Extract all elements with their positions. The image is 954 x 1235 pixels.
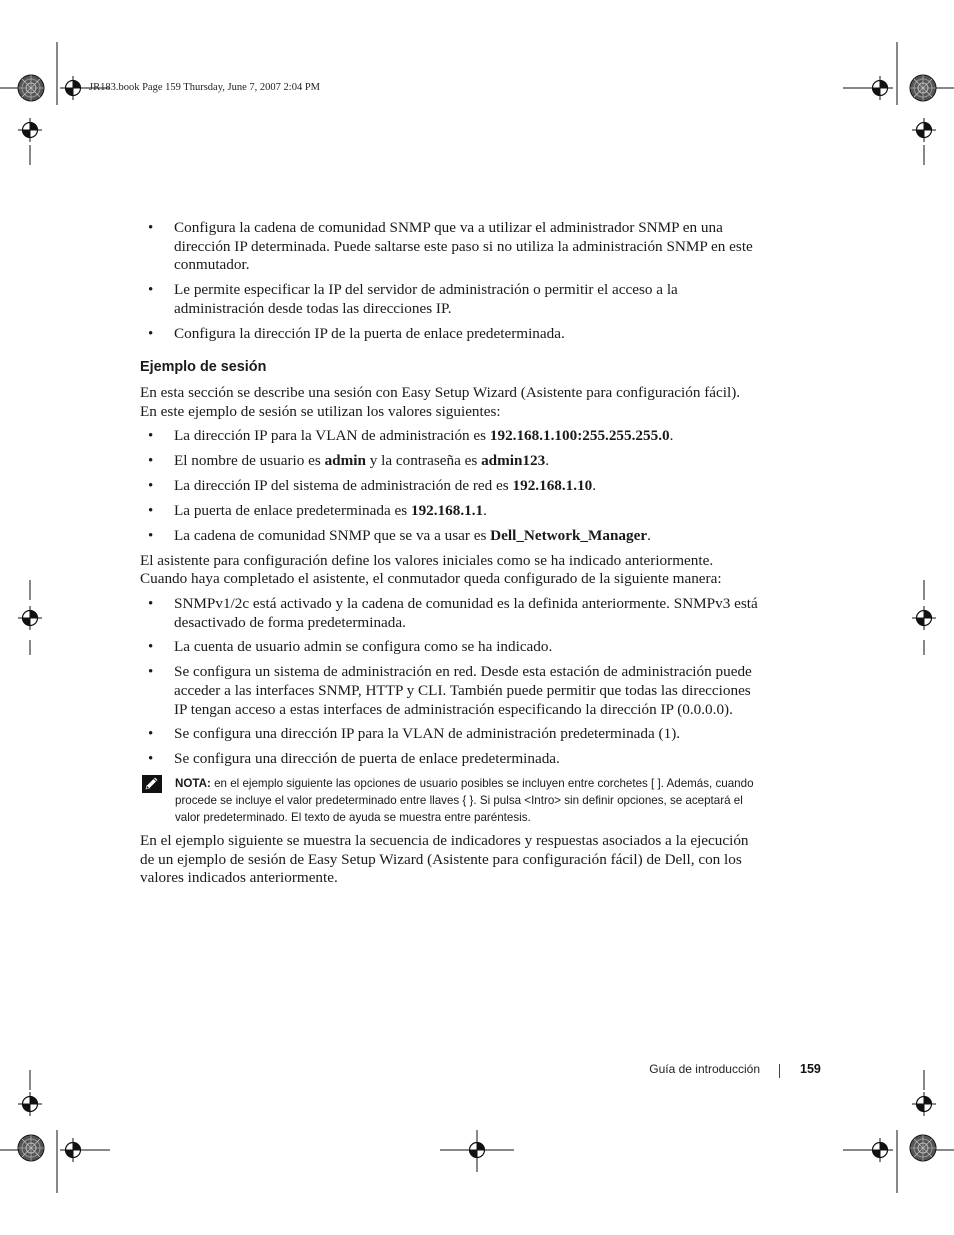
list-item-text: Configura la dirección IP de la puerta de enlace predeterminada. xyxy=(174,324,565,342)
bullet-glyph: • xyxy=(148,453,154,470)
page-number: 159 xyxy=(800,1062,821,1076)
list-item xyxy=(140,502,760,521)
bullet-glyph: • xyxy=(148,503,154,520)
list-item-text: Configura la cadena de comunidad SNMP que va a utilizar el administrador SNMP en una dirección IP determinada. Puede saltarse este paso si no utiliza la administración SNMP en este conmutador. xyxy=(174,219,753,274)
bullet-glyph: • xyxy=(148,664,154,681)
list-item-text: Le permite especificar la IP del servidor de administración o permitir el acceso a la administración desde todas las direcciones IP. xyxy=(174,281,678,317)
values-bullet-list xyxy=(140,427,760,545)
list-item xyxy=(140,427,760,446)
list-item-text: La puerta de enlace predeterminada es xyxy=(174,502,411,520)
list-item xyxy=(140,638,760,657)
list-item xyxy=(140,477,760,496)
bullet-glyph: • xyxy=(148,220,154,236)
footer-section-title: Guía de introducción xyxy=(649,1062,760,1076)
list-item-text: La cuenta de usuario admin se configura como se ha indicado. xyxy=(174,638,553,656)
list-item xyxy=(140,281,760,318)
note-block xyxy=(140,775,760,826)
nms-ip-value: 192.168.1.10 xyxy=(512,477,593,495)
list-item-text: La cadena de comunidad SNMP que se va a usar es xyxy=(174,526,491,544)
period: . xyxy=(545,452,549,470)
print-stamp: JR183.book Page 159 Thursday, June 7, 2007 2:04 PM xyxy=(89,82,320,93)
pencil-note-icon xyxy=(142,775,162,793)
password-value: admin123 xyxy=(481,452,546,470)
gateway-value: 192.168.1.1 xyxy=(410,502,484,520)
period: . xyxy=(483,502,487,520)
note-label: NOTA: xyxy=(175,777,211,791)
config-intro: El asistente para configuración define los valores iniciales como se ha indicado anteriormente. Cuando haya completado el asistente, el conmutador queda configurado de la siguiente manera: xyxy=(140,551,722,588)
list-item-text: SNMPv1/2c está activado y la cadena de comunidad es la definida anteriormente. SNMPv3 está desactivado de forma predeterminada. xyxy=(174,594,758,631)
period: . xyxy=(669,427,674,445)
list-item-text: El nombre de usuario es xyxy=(174,452,325,470)
list-item-text: Se configura una dirección de puerta de enlace predeterminada. xyxy=(174,750,560,768)
list-item-text: La dirección IP para la VLAN de administración es xyxy=(174,427,490,445)
list-item xyxy=(140,750,760,769)
list-item xyxy=(140,452,760,471)
period: . xyxy=(592,477,597,495)
username-value: admin xyxy=(324,452,366,470)
footer-divider xyxy=(779,1064,780,1078)
list-item xyxy=(140,725,760,744)
bullet-glyph: • xyxy=(148,751,154,768)
bullet-glyph: • xyxy=(148,595,154,612)
list-item-text: Se configura un sistema de administración en red. Desde esta estación de administración puede acceder a las interfaces SNMP, HTTP y CLI. También puede permitir que todas las direcciones IP tengan acceso a estas interfaces de administración especificando la dirección IP (0.0.0.0). xyxy=(174,663,752,718)
list-item xyxy=(140,325,760,344)
list-item-text: Se configura una dirección IP para la VLAN de administración predeterminada (1). xyxy=(174,725,681,743)
list-item xyxy=(140,219,760,275)
list-item-text: La dirección IP del sistema de administración de red es xyxy=(174,477,513,495)
closing-paragraph: En el ejemplo siguiente se muestra la secuencia de indicadores y respuestas asociados a la ejecución de un ejemplo de sesión de Easy Setup Wizard (Asistente para configuración fácil) de Dell, con los valores indicados anteriormente. xyxy=(140,832,749,887)
config-bullet-list xyxy=(140,595,760,769)
bullet-glyph: • xyxy=(148,478,154,495)
bullet-glyph: • xyxy=(148,527,154,544)
list-item xyxy=(140,663,760,719)
period: . xyxy=(647,526,651,544)
section-heading: Ejemplo de sesión xyxy=(140,359,267,376)
bullet-glyph: • xyxy=(148,726,154,743)
bullet-glyph: • xyxy=(148,282,154,299)
page-body xyxy=(140,219,760,888)
bullet-glyph: • xyxy=(148,428,154,445)
bullet-glyph: • xyxy=(148,325,154,342)
list-item xyxy=(140,595,760,632)
community-string-value: Dell_Network_Manager xyxy=(490,526,648,544)
list-item-text: y la contraseña es xyxy=(365,452,482,470)
list-item xyxy=(140,527,760,546)
note-text: en el ejemplo siguiente las opciones de usuario posibles se incluyen entre corchetes [ ]. Además, cuando procede se incluye el valor predeterminado entre llaves { }. Si pulsa <Intro> sin definir opciones, se aceptará el valor predeterminado. El texto de ayuda se muestra entre paréntesis. xyxy=(175,777,754,825)
section-intro: En esta sección se describe una sesión con Easy Setup Wizard (Asistente para configuración fácil). En este ejemplo de sesión se utilizan los valores siguientes: xyxy=(140,384,741,420)
intro-bullet-list xyxy=(140,219,760,343)
bullet-glyph: • xyxy=(148,639,154,656)
vlan-ip-value: 192.168.1.100:255.255.255.0 xyxy=(489,427,670,445)
